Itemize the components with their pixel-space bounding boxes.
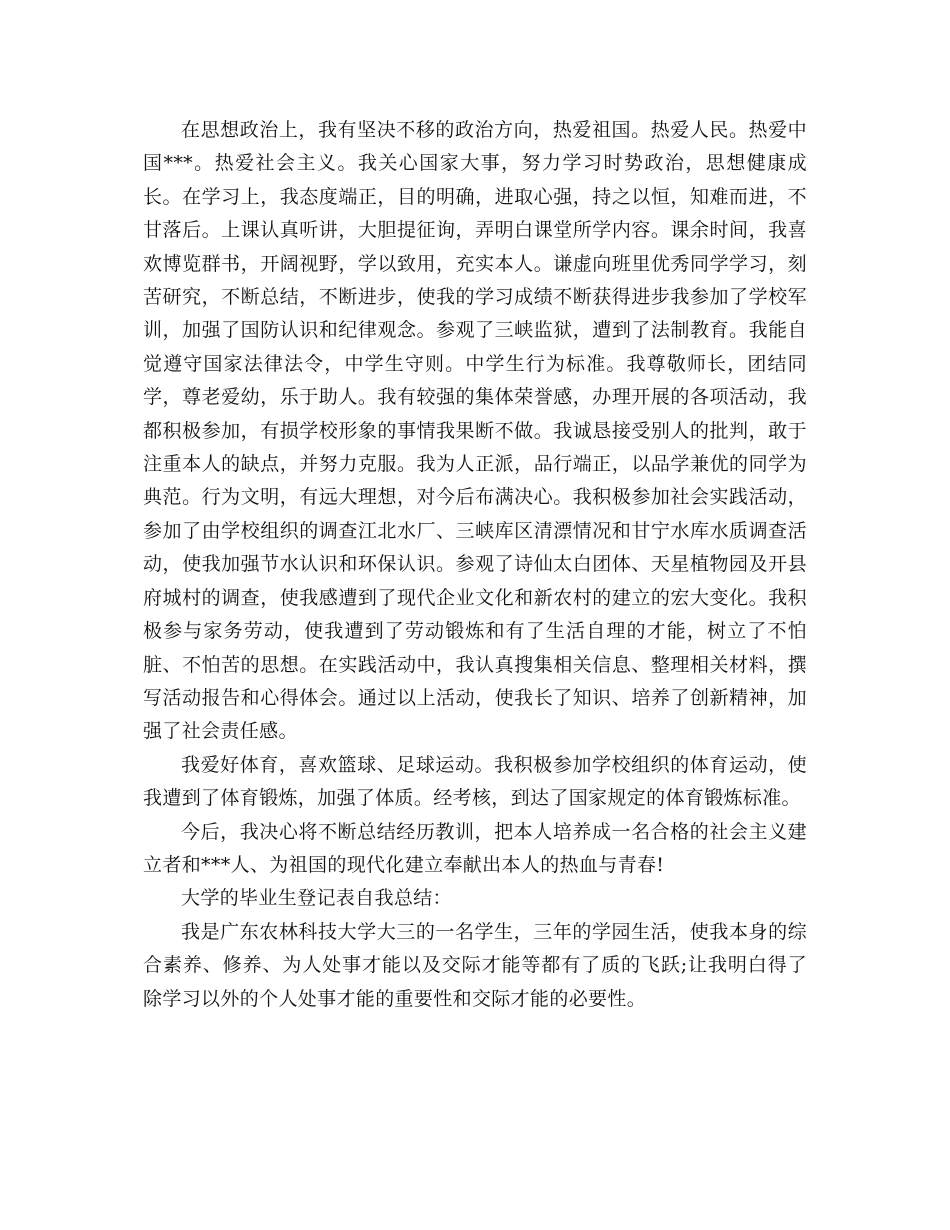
paragraph-future-resolve: 今后，我决心将不断总结经历教训，把本人培养成一名合格的社会主义建立者和***人、为祖国的现代化建立奉献出本人的热血与青春! xyxy=(143,820,807,876)
paragraph-university-intro: 我是广东农林科技大学大三的一名学生，三年的学园生活，使我本身的综合素养、修养、为人处事才能以及交际才能等都有了质的飞跃;让我明白得了除学习以外的个人处事才能的重要性和交际才能的必要性。 xyxy=(143,920,807,1010)
paragraph-sports: 我爱好体育，喜欢篮球、足球运动。我积极参加学校组织的体育运动，使我遭到了体育锻炼，加强了体质。经考核，到达了国家规定的体育锻炼标准。 xyxy=(143,753,807,810)
paragraph-heading-graduate-summary: 大学的毕业生登记表自我总结： xyxy=(181,887,452,910)
paragraph-political-study: 在思想政治上，我有坚决不移的政治方向，热爱祖国。热爱人民。热爱中国***。热爱社会主义。我关心国家大事，努力学习时势政治，思想健康成长。在学习上，我态度端正，目的明确，进取心强，持之以恒，知难而进，不甘落后。上课认真听讲，大胆提征询，弄明白课堂所学内容。课余时间，我喜欢博览群书，开阔视野，学以致用，充实本人。谦虚向班里优秀同学学习，刻苦研究，不断总结，不断进步，使我的学习成绩不断获得进步我参加了学校军训，加强了国防认识和纪律观念。参观了三峡监狱，遭到了法制教育。我能自觉遵守国家法律法令，中学生守则。中学生行为标准。我尊敬师长，团结同学，尊老爱幼，乐于助人。我有较强的集体荣誉感，办理开展的各项活动，我都积极参加，有损学校形象的事情我果断不做。我诚恳接受别人的批判，敢于注重本人的缺点，并努力克服。我为人正派，品行端正，以品学兼优的同学为典范。行为文明，有远大理想，对今后布满决心。我积极参加社会实践活动，参加了由学校组织的调查江北水厂、三峡库区清漂情况和甘宁水库水质调查活动，使我加强节水认识和环保认识。参观了诗仙太白团体、天星植物园及开县府城村的调查，使我感遭到了现代企业文化和新农村的建立的宏大变化。我积极参与家务劳动，使我遭到了劳动锻炼和有了生活自理的才能，树立了不怕脏、不怕苦的思想。在实践活动中，我认真搜集相关信息、整理相关材料，撰写活动报告和心得体会。通过以上活动，使我长了知识、培养了创新精神，加强了社会责任感。 xyxy=(143,119,807,743)
document-body xyxy=(143,114,807,1016)
